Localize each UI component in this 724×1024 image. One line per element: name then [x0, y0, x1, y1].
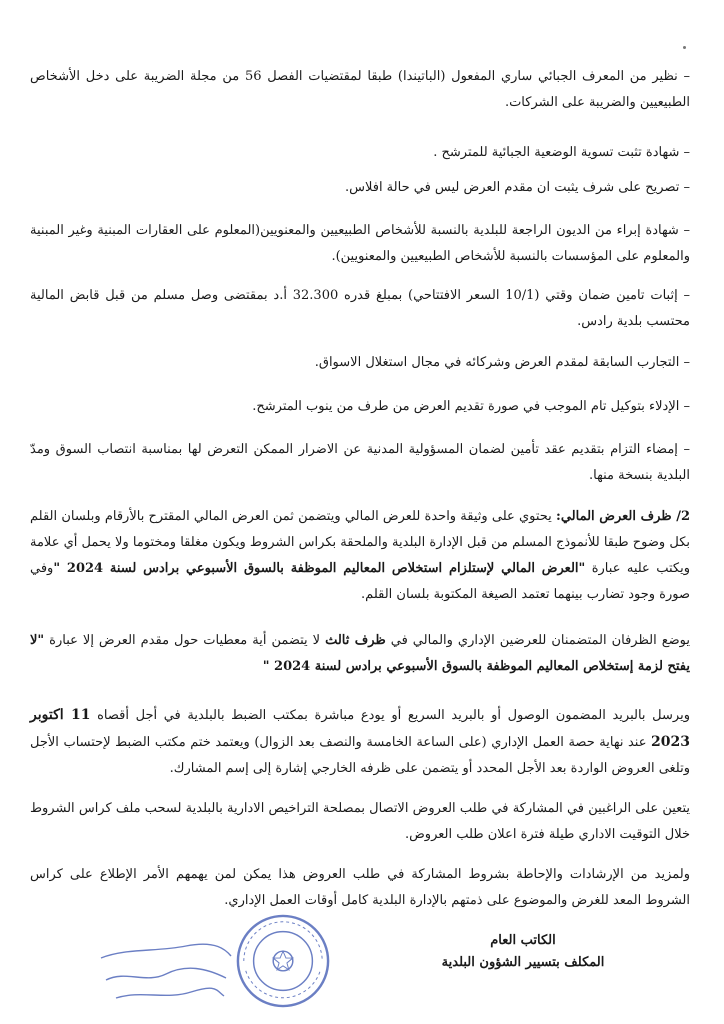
item-tax-id: – نظير من المعرف الجبائي ساري المفعول (الباتيندا) طبقا لمقتضيات الفصل 56 من مجلة الضريبة على دخل الأشخاص الطبيعيين والضريبة على الشركات.: [30, 69, 690, 110]
item-insurance-commitment: – إمضاء التزام بتقديم عقد تأمين لضمان المسؤولية المدنية عن الاضرار الممكن التعرض لها بمناسبة انتصاب السوق ومدّ البلدية بنسخة منها.: [30, 442, 690, 483]
deadline-date: 11 اكتوبر 2023: [30, 707, 690, 750]
third-envelope-label: ظرف ثالث: [325, 633, 386, 648]
third-envelope-paragraph: [30, 628, 690, 680]
section-heading: 2/ ظرف العرض المالي:: [556, 509, 690, 524]
signature-block: [438, 930, 608, 974]
item-tax-status-certificate: – شهادة تثبت تسوية الوضعية الجبائية للمترشح .: [433, 145, 690, 160]
item-bankruptcy-declaration: – تصريح على شرف يثبت ان مقدم العرض ليس في حالة افلاس.: [344, 180, 690, 195]
scan-dot: [683, 46, 686, 49]
financial-envelope-text-end: وفي صورة وجود تضارب بينهما تعتمد الصيغة المكتوبة بلسان القلم.: [30, 561, 690, 602]
handwritten-signature: [96, 938, 236, 1008]
financial-envelope-section: [30, 504, 690, 608]
item-power-of-attorney: – الإدلاء بتوكيل تام الموجب في صورة تقديم العرض من طرف من ينوب المترشح.: [252, 399, 690, 414]
item-provisional-guarantee: – إثبات تامين ضمان وقتي (10/1 السعر الافتتاحي) بمبلغ قدره 32.300 أ.د بمقتضى وصل مسلم من قبل قابض المالية محتسب بلدية رادس.: [30, 288, 690, 329]
submission-deadline-paragraph: [30, 702, 690, 782]
further-info-paragraph: ولمزيد من الإرشادات والإحاطة بشروط المشاركة في طلب العروض هذا يمكن لمن يهمهم الأمر الإطلاع على كراس الشروط المعد للغرض والموضوع على ذمتهم بالإدارة البلدية كامل أوقات العمل الإداري.: [30, 867, 690, 908]
signatory-title: الكاتب العام: [490, 933, 556, 948]
specifications-withdrawal-paragraph: يتعين على الراغبين في المشاركة في طلب العروض الاتصال بمصلحة التراخيص الادارية بالبلدية لسحب ملف كراس الشروط خلال التوقيت الاداري طيلة فترة اعلان طلب العروض.: [30, 801, 690, 842]
item-previous-experience: – التجارب السابقة لمقدم العرض وشركائه في مجال استغلال الاسواق.: [314, 355, 690, 370]
do-not-open-label: "لا يفتح لزمة إستخلاص المعاليم الموظفة بالسوق الأسبوعي برادس لسنة 2024 ": [30, 633, 690, 674]
financial-envelope-text: يحتوي على وثيقة واحدة للعرض المالي ويتضمن ثمن العرض المالي المقترح بالأرقام وبلسان القلم بكل وضوح طبقا للأنموذج المسلم من قبل الإدارة البلدية والملحقة بكراس الشروط ويكون مغلقا ومختوما ولا يحمل أي علامة ويكتب عليه عبارة: [30, 509, 690, 576]
deadline-text-end: عند نهاية حصة العمل الإداري (على الساعة الخامسة والنصف بعد الزوال) ويعتمد ختم مكتب الضبط لإحتساب الأجل وتلغى العروض الواردة بعد الأجل المحدد أو يتضمن على ظرفه الخارجي إشارة إلى إسم المشارك.: [30, 735, 690, 776]
deadline-text: ويرسل بالبريد المضمون الوصول أو بالبريد السريع أو يودع مباشرة بمكتب الضبط بالبلدية في أجل أقصاه: [90, 708, 690, 723]
third-envelope-text: يوضع الظرفان المتضمنان للعرضين الإداري والمالي في: [385, 633, 690, 648]
signatory-role: المكلف بتسيير الشؤون البلدية: [441, 955, 605, 970]
item-municipal-debt-clearance: – شهادة إبراء من الديون الراجعة للبلدية بالنسبة للأشخاص الطبيعيين والمعنويين(المعلوم على العقارات المبنية وغير المبنية والمعلوم على المؤسسات بالنسبة للأشخاص الطبيعيين والمعنويين).: [30, 223, 690, 264]
official-stamp: [234, 912, 332, 1010]
financial-envelope-label: "العرض المالي لإستلزام استخلاص المعاليم الموظفة بالسوق الأسبوعي برادس لسنة 2024 ": [53, 561, 586, 576]
third-envelope-text-mid: لا يتضمن أية معطيات حول مقدم العرض إلا عبارة: [44, 633, 326, 648]
